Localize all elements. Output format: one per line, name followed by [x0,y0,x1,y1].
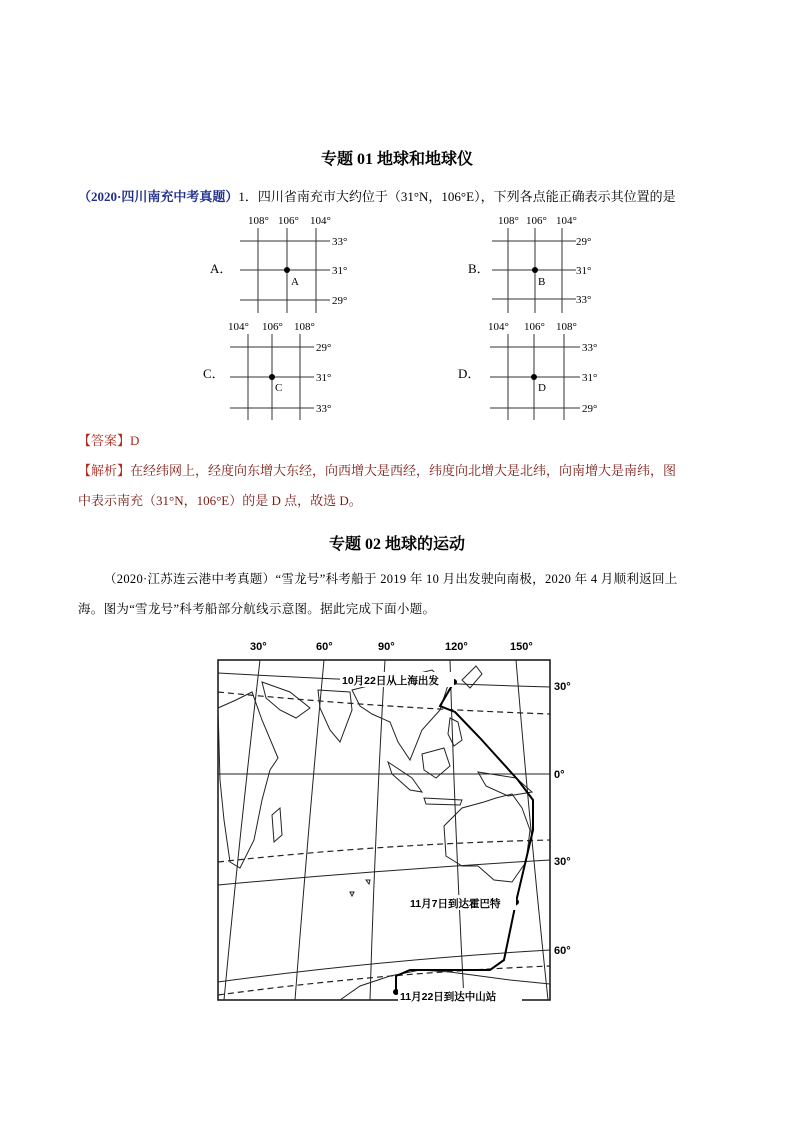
lat-label: 31° [332,265,348,277]
point-a [284,267,290,273]
lat-label: 31° [316,372,332,384]
lon-label: 104° [488,321,509,333]
question-1-stem [78,186,676,205]
lon-label: 106° [262,321,283,333]
point-d [531,374,537,380]
point-label: C [275,382,283,394]
option-b-label: B． [468,261,490,276]
lat-label: 33° [576,294,592,306]
lon-label: 104° [556,215,577,227]
lat-label: 29° [576,236,592,248]
question-1-source: （2020·四川南充中考真题） [78,189,239,204]
lat-label: 29° [582,403,598,415]
depart-annotation: 10月22日从上海出发 [342,675,439,687]
lon-label: 106° [526,215,547,227]
map-frame [218,660,550,1000]
zhongshan-annotation: 11月22日到达中山站 [400,991,497,1003]
map-lat-label: 60° [554,945,571,957]
answer-value: D [130,433,140,448]
land-outlines [218,666,550,1000]
lat-label: 33° [316,403,332,415]
map-lon-label: 30° [250,641,267,653]
point-label: A [291,276,299,288]
lon-label: 104° [310,215,331,227]
lat-label: 29° [316,342,332,354]
analysis-label: 【解析】 [78,463,131,478]
map-lat-label: 0° [554,769,565,781]
hobart-annotation: 11月7日到达霍巴特 [410,898,501,910]
analysis [78,456,728,516]
question-2-line-1: “雪龙号”科考船于 2019 年 10 月出发驶向南极，2020 年 4 月顺利返回上 [275,572,678,586]
answer-label: 【答案】 [78,433,131,448]
lon-label: 106° [278,215,299,227]
lat-label: 31° [576,265,592,277]
question-2-line-2: 海。图为“雪龙号”科考船部分航线示意图。据此完成下面小题。 [78,602,436,616]
option-a-label: A． [210,261,233,276]
question-1-text: 1．四川省南充市大约位于（31°N，106°E），下列各点能正确表示其位置的是 [238,189,676,204]
map-lon-label: 60° [316,641,333,653]
topic-2-title: 专题 02 地球的运动 [328,536,465,553]
lon-label: 106° [524,321,545,333]
option-b-grid [480,210,610,320]
point-label: D [538,382,546,394]
analysis-line-1: 在经纬网上，经度向东增大东经，向西增大是西经，纬度向北增大是北纬，向南增大是南纬，图 [130,463,677,478]
lon-label: 108° [248,215,269,227]
question-2-source: （2020·江苏连云港中考真题） [104,572,276,586]
map-lat-label: 30° [554,681,571,693]
map-lon-label: 90° [378,641,395,653]
lon-label: 104° [228,321,249,333]
analysis-line-2: 中表示南充（31°N，106°E）的是 D 点，故选 D。 [78,493,362,508]
lon-label: 108° [556,321,577,333]
topic-1-title: 专题 01 地球和地球仪 [320,151,473,168]
map-lon-label: 120° [445,641,468,653]
map-lon-label: 150° [510,641,533,653]
point-label: B [538,276,546,288]
tropic-lines [218,692,550,995]
point-b [532,267,538,273]
ship-route [396,682,533,992]
lat-label: 33° [332,236,348,248]
answer [78,430,139,449]
question-2-stem [78,564,728,624]
lat-label: 29° [332,295,348,307]
option-d-grid [482,316,612,428]
route-map [200,630,590,1020]
option-a-grid [230,210,360,320]
option-c-grid [222,316,352,428]
map-lat-label: 30° [554,856,571,868]
point-c [269,374,275,380]
graticule [218,660,550,1000]
option-d-label: D． [458,366,481,381]
lon-label: 108° [294,321,315,333]
lon-label: 108° [498,215,519,227]
lat-label: 33° [582,342,598,354]
lat-label: 31° [582,372,598,384]
option-c-label: C． [203,366,225,381]
